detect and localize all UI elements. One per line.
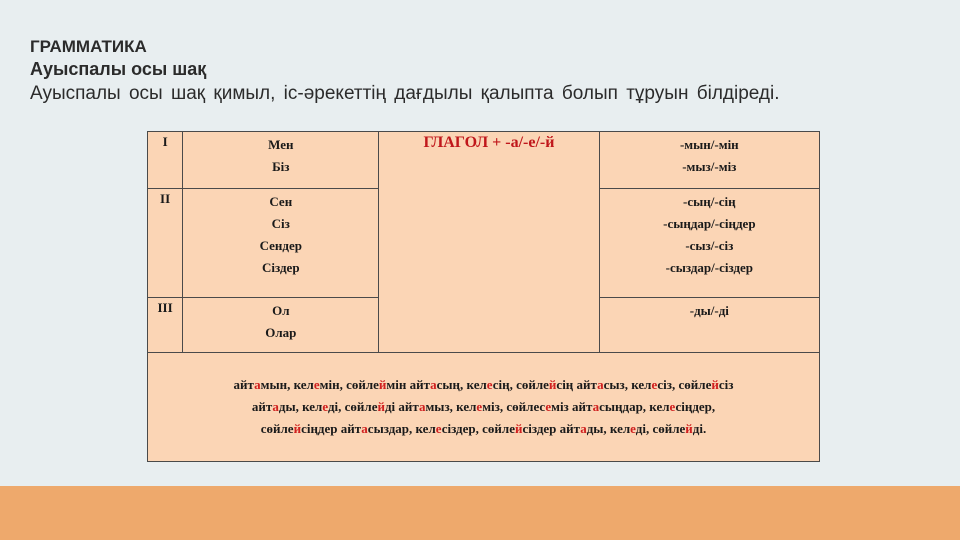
- example-text: мін, сөйле: [319, 377, 379, 392]
- example-text: міз, сөйлес: [482, 399, 546, 414]
- example-text: айт: [233, 377, 255, 392]
- suffix-cell: [599, 189, 819, 298]
- person-number: I: [148, 132, 183, 189]
- highlight-letter: е: [322, 399, 328, 414]
- suffix: -сың/-сің: [683, 194, 736, 209]
- example-text: міз айт: [551, 399, 593, 414]
- highlight-letter: й: [293, 421, 302, 436]
- example-text: сыздар, кел: [367, 421, 436, 436]
- pronoun-cell: [183, 132, 379, 189]
- highlight-letter: а: [430, 377, 437, 392]
- example-text: мын, кел: [260, 377, 314, 392]
- suffix-cell: [599, 298, 819, 353]
- examples-cell: [148, 353, 820, 462]
- example-text: сіз, сөйле: [657, 377, 712, 392]
- slide-description: Ауыспалы осы шақ қимыл, іс-әрекеттің дағдылы қалыпта болып тұруын білдіреді.: [30, 83, 780, 104]
- example-text: мыз, кел: [425, 399, 477, 414]
- example-line: [152, 374, 815, 396]
- pronoun: Біз: [272, 159, 290, 174]
- highlight-letter: а: [597, 377, 604, 392]
- highlight-letter: а: [254, 377, 261, 392]
- highlight-letter: а: [361, 421, 368, 436]
- suffix: -мыз/-міз: [682, 159, 737, 174]
- pronoun-cell: [183, 189, 379, 298]
- highlight-letter: й: [711, 377, 719, 392]
- highlight-letter: е: [630, 421, 636, 436]
- highlight-letter: е: [669, 399, 676, 414]
- person-number: II: [148, 189, 183, 298]
- pronoun-cell: [183, 298, 379, 353]
- example-text: сіз: [718, 377, 734, 392]
- pronoun: Мен: [268, 137, 294, 152]
- bottom-decor-band: [0, 486, 960, 540]
- example-text: ді, сөйле: [327, 399, 378, 414]
- suffix: -сыздар/-сіздер: [665, 260, 754, 275]
- slide-header: [30, 36, 780, 107]
- example-text: сіңдер айт: [301, 421, 362, 436]
- person-number: III: [148, 298, 183, 353]
- highlight-letter: е: [545, 399, 552, 414]
- highlight-letter: е: [486, 377, 493, 392]
- highlight-letter: а: [272, 399, 279, 414]
- example-text: ды, кел: [278, 399, 323, 414]
- pronoun: Сендер: [259, 238, 302, 253]
- suffix: -сыз/-сіз: [685, 238, 734, 253]
- example-text: сіңдер,: [675, 399, 716, 414]
- slide-title: ГРАММАТИКА: [30, 37, 147, 56]
- pronoun: Сен: [269, 194, 293, 209]
- example-text: сыңдар, кел: [599, 399, 670, 414]
- example-text: ды, кел: [586, 421, 631, 436]
- suffix-cell: [599, 132, 819, 189]
- highlight-letter: й: [548, 377, 557, 392]
- example-text: сің айт: [556, 377, 598, 392]
- highlight-letter: е: [313, 377, 320, 392]
- highlight-letter: й: [514, 421, 523, 436]
- formula-text: ГЛАГОЛ + -а/-е/-й: [423, 134, 555, 151]
- table-row: [148, 353, 820, 462]
- highlight-letter: й: [378, 377, 387, 392]
- suffix: -сыңдар/-сіңдер: [663, 216, 756, 231]
- pronoun: Олар: [265, 325, 297, 340]
- grammar-table: [147, 131, 820, 462]
- suffix: -ды/-ді: [689, 303, 729, 318]
- example-text: сыз, кел: [603, 377, 652, 392]
- formula-cell: [379, 132, 599, 353]
- highlight-letter: а: [580, 421, 587, 436]
- highlight-letter: е: [651, 377, 658, 392]
- pronoun: Сіздер: [261, 260, 300, 275]
- highlight-letter: а: [418, 399, 426, 414]
- pronoun: Сіз: [271, 216, 290, 231]
- example-text: мін айт: [386, 377, 431, 392]
- example-text: ді айт: [384, 399, 419, 414]
- example-text: сың, кел: [436, 377, 487, 392]
- example-text: айт: [251, 399, 273, 414]
- example-text: сіздер, сөйле: [441, 421, 515, 436]
- example-text: ді, сөйле: [635, 421, 686, 436]
- slide-subtitle: Ауыспалы осы шақ: [30, 59, 207, 79]
- example-text: сөйле: [260, 421, 294, 436]
- highlight-letter: е: [435, 421, 442, 436]
- highlight-letter: е: [476, 399, 483, 414]
- example-line: [152, 396, 815, 418]
- example-text: сің, сөйле: [492, 377, 549, 392]
- table-row: [148, 132, 820, 189]
- highlight-letter: й: [377, 399, 385, 414]
- highlight-letter: й: [685, 421, 693, 436]
- example-text: ді.: [692, 421, 707, 436]
- suffix: -мын/-мін: [679, 137, 739, 152]
- highlight-letter: а: [592, 399, 600, 414]
- example-line: [152, 418, 815, 440]
- example-text: сіздер айт: [522, 421, 581, 436]
- pronoun: Ол: [272, 303, 290, 318]
